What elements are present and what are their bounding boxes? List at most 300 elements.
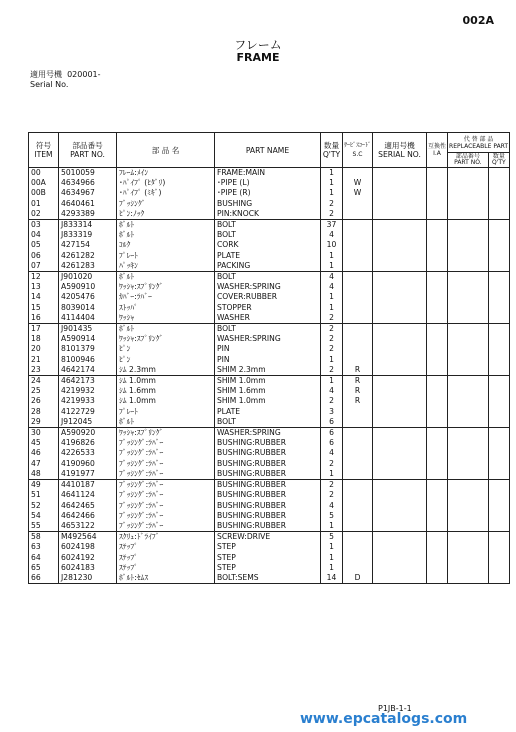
interchangeability [427, 438, 448, 448]
interchangeability [427, 199, 448, 209]
table-row [29, 251, 510, 261]
serial-no [373, 282, 427, 292]
qty: 4 [321, 272, 343, 283]
qty: 1 [321, 542, 343, 552]
qty: 4 [321, 230, 343, 240]
table-row [29, 168, 510, 179]
item-no: 64 [29, 553, 59, 563]
part-name-en: BUSHING:RUBBER [215, 511, 321, 521]
part-no: J901020 [59, 272, 117, 283]
service-code: W [343, 188, 373, 198]
repl-qty [488, 272, 509, 283]
table-row [29, 511, 510, 521]
interchangeability [427, 251, 448, 261]
item-no: 23 [29, 365, 59, 376]
table-row [29, 199, 510, 209]
qty: 2 [321, 490, 343, 500]
table-row [29, 355, 510, 365]
serial-no [373, 303, 427, 313]
repl-part-no [448, 448, 489, 458]
qty: 2 [321, 199, 343, 209]
part-no: 4219932 [59, 386, 117, 396]
service-code [343, 324, 373, 335]
repl-qty [488, 438, 509, 448]
repl-qty [488, 563, 509, 573]
table-row [29, 490, 510, 500]
interchangeability [427, 448, 448, 458]
interchangeability [427, 230, 448, 240]
part-no: 4191977 [59, 469, 117, 480]
part-name-en: BUSHING [215, 199, 321, 209]
table-row [29, 386, 510, 396]
service-code [343, 303, 373, 313]
service-code [343, 251, 373, 261]
serial-no [373, 313, 427, 324]
service-code: R [343, 376, 373, 387]
part-name-jp: ﾋﾟﾝ:ﾉｯｸ [117, 209, 215, 220]
table-row [29, 303, 510, 313]
part-no: 4642174 [59, 365, 117, 376]
qty: 10 [321, 240, 343, 250]
interchangeability [427, 553, 448, 563]
interchangeability [427, 240, 448, 250]
part-name-jp: ﾌﾞｯｼﾝｸﾞ:ﾗﾊﾞｰ [117, 511, 215, 521]
part-name-jp: ･ﾊﾟｲﾌﾟ (ﾐｷﾞ) [117, 188, 215, 198]
part-name-en: BUSHING:RUBBER [215, 459, 321, 469]
repl-part-no [448, 511, 489, 521]
part-name-en: WASHER:SPRING [215, 428, 321, 439]
serial-no [373, 469, 427, 480]
qty: 4 [321, 501, 343, 511]
part-name-jp: ﾌﾞｯｼﾝｸﾞ [117, 199, 215, 209]
serial-no [373, 563, 427, 573]
qty: 1 [321, 168, 343, 179]
item-no: 51 [29, 490, 59, 500]
service-code: D [343, 573, 373, 584]
part-no: 4226533 [59, 448, 117, 458]
part-no: 4190960 [59, 459, 117, 469]
part-name-jp: ｺﾙｸ [117, 240, 215, 250]
service-code: R [343, 396, 373, 406]
service-code [343, 209, 373, 220]
table-row [29, 344, 510, 354]
repl-part-no [448, 334, 489, 344]
item-no: 01 [29, 199, 59, 209]
item-no: 30 [29, 428, 59, 439]
table-row [29, 521, 510, 532]
table-row [29, 272, 510, 283]
part-no: J281230 [59, 573, 117, 584]
item-no: 58 [29, 532, 59, 543]
part-name-jp: ｽﾄｯﾊﾟ [117, 303, 215, 313]
part-name-jp: ﾌﾞｯｼﾝｸﾞ:ﾗﾊﾞｰ [117, 459, 215, 469]
part-name-en: STEP [215, 542, 321, 552]
repl-qty [488, 344, 509, 354]
part-name-jp: ﾎﾞﾙﾄ [117, 230, 215, 240]
serial-info [30, 70, 101, 90]
service-code [343, 168, 373, 179]
part-no: J833319 [59, 230, 117, 240]
item-no: 05 [29, 240, 59, 250]
item-no: 13 [29, 282, 59, 292]
service-code [343, 355, 373, 365]
qty: 1 [321, 261, 343, 272]
service-code [343, 417, 373, 428]
interchangeability [427, 261, 448, 272]
interchangeability [427, 292, 448, 302]
table-row [29, 553, 510, 563]
part-no: 4634966 [59, 178, 117, 188]
serial-no [373, 480, 427, 491]
serial-no [373, 521, 427, 532]
part-name-en: BUSHING:RUBBER [215, 469, 321, 480]
serial-no [373, 490, 427, 500]
header-repl-part: 部品番号 PART NO. [448, 153, 489, 168]
part-no: 4640461 [59, 199, 117, 209]
interchangeability [427, 407, 448, 417]
repl-qty [488, 282, 509, 292]
part-name-jp: ﾎﾞﾙﾄ [117, 272, 215, 283]
repl-qty [488, 532, 509, 543]
repl-qty [488, 511, 509, 521]
part-name-en: BUSHING:RUBBER [215, 521, 321, 532]
table-row [29, 334, 510, 344]
serial-no [373, 292, 427, 302]
part-no: 4205476 [59, 292, 117, 302]
table-row [29, 282, 510, 292]
repl-qty [488, 553, 509, 563]
service-code [343, 344, 373, 354]
repl-part-no [448, 532, 489, 543]
service-code [343, 230, 373, 240]
qty: 1 [321, 303, 343, 313]
part-name-en: STEP [215, 553, 321, 563]
part-no: J833314 [59, 220, 117, 231]
serial-no [373, 553, 427, 563]
interchangeability [427, 480, 448, 491]
part-no: 4293389 [59, 209, 117, 220]
table-row [29, 209, 510, 220]
serial-no [373, 448, 427, 458]
item-no: 16 [29, 313, 59, 324]
interchangeability [427, 324, 448, 335]
table-row [29, 438, 510, 448]
interchangeability [427, 209, 448, 220]
item-no: 54 [29, 511, 59, 521]
repl-part-no [448, 428, 489, 439]
table-row [29, 376, 510, 387]
service-code [343, 542, 373, 552]
interchangeability [427, 272, 448, 283]
repl-part-no [448, 480, 489, 491]
repl-part-no [448, 563, 489, 573]
part-no: A590914 [59, 334, 117, 344]
item-no: 47 [29, 459, 59, 469]
part-name-en: ･PIPE (R) [215, 188, 321, 198]
table-row [29, 469, 510, 480]
repl-part-no [448, 501, 489, 511]
item-no: 12 [29, 272, 59, 283]
service-code [343, 261, 373, 272]
serial-no [373, 178, 427, 188]
service-code [343, 511, 373, 521]
interchangeability [427, 355, 448, 365]
repl-part-no [448, 365, 489, 376]
repl-part-no [448, 417, 489, 428]
repl-part-no [448, 220, 489, 231]
table-row [29, 532, 510, 543]
part-name-jp: ｼﾑ 2.3mm [117, 365, 215, 376]
part-name-en: WASHER [215, 313, 321, 324]
part-name-jp: ﾜｯｼｬ [117, 313, 215, 324]
interchangeability [427, 428, 448, 439]
part-name-jp: ｽﾃｯﾌﾟ [117, 553, 215, 563]
header-part-no: 部品番号 PART NO. [59, 133, 117, 168]
qty: 4 [321, 282, 343, 292]
service-code [343, 428, 373, 439]
title-japanese: フレーム [234, 38, 282, 52]
part-no: 4641124 [59, 490, 117, 500]
repl-part-no [448, 282, 489, 292]
item-no: 00B [29, 188, 59, 198]
part-name-en: BUSHING:RUBBER [215, 501, 321, 511]
repl-part-no [448, 469, 489, 480]
part-name-jp: ﾌﾞｯｼﾝｸﾞ:ﾗﾊﾞｰ [117, 490, 215, 500]
interchangeability [427, 178, 448, 188]
qty: 1 [321, 251, 343, 261]
part-name-en: BOLT [215, 230, 321, 240]
service-code [343, 220, 373, 231]
table-row [29, 407, 510, 417]
repl-qty [488, 386, 509, 396]
qty: 2 [321, 209, 343, 220]
item-no: 06 [29, 251, 59, 261]
item-no: 28 [29, 407, 59, 417]
item-no: 04 [29, 230, 59, 240]
part-name-en: BOLT [215, 220, 321, 231]
service-code: W [343, 178, 373, 188]
part-name-jp: ﾋﾟﾝ [117, 355, 215, 365]
interchangeability [427, 563, 448, 573]
interchangeability [427, 168, 448, 179]
part-name-en: BUSHING:RUBBER [215, 438, 321, 448]
part-name-jp: ﾌﾞｯｼﾝｸﾞ:ﾗﾊﾞｰ [117, 448, 215, 458]
repl-part-no [448, 251, 489, 261]
serial-no [373, 251, 427, 261]
part-no: 4634967 [59, 188, 117, 198]
service-code [343, 199, 373, 209]
item-no: 26 [29, 396, 59, 406]
interchangeability [427, 469, 448, 480]
repl-qty [488, 573, 509, 584]
qty: 2 [321, 480, 343, 491]
table-row [29, 230, 510, 240]
part-name-jp: ﾌﾞｯｼﾝｸﾞ:ﾗﾊﾞｰ [117, 501, 215, 511]
service-code: R [343, 365, 373, 376]
page-code: 002A [462, 14, 494, 27]
serial-no [373, 386, 427, 396]
item-no: 00 [29, 168, 59, 179]
item-no: 63 [29, 542, 59, 552]
repl-part-no [448, 313, 489, 324]
part-name-jp: ﾜｯｼｬ:ｽﾌﾟﾘﾝｸﾞ [117, 282, 215, 292]
service-code [343, 240, 373, 250]
part-name-en: CORK [215, 240, 321, 250]
serial-no [373, 542, 427, 552]
repl-qty [488, 230, 509, 240]
footer-code: P1JB-1-1 [378, 704, 412, 713]
item-no: 45 [29, 438, 59, 448]
repl-qty [488, 178, 509, 188]
item-no: 14 [29, 292, 59, 302]
repl-qty [488, 199, 509, 209]
service-code [343, 553, 373, 563]
interchangeability [427, 188, 448, 198]
part-name-en: SCREW:DRIVE [215, 532, 321, 543]
repl-part-no [448, 199, 489, 209]
qty: 5 [321, 511, 343, 521]
part-name-en: SHIM 1.0mm [215, 396, 321, 406]
item-no: 17 [29, 324, 59, 335]
serial-no [373, 428, 427, 439]
part-name-jp: ｼﾑ 1.0mm [117, 376, 215, 387]
service-code [343, 459, 373, 469]
interchangeability [427, 396, 448, 406]
qty: 4 [321, 386, 343, 396]
serial-no [373, 438, 427, 448]
repl-part-no [448, 303, 489, 313]
interchangeability [427, 521, 448, 532]
item-no: 29 [29, 417, 59, 428]
table-row [29, 292, 510, 302]
qty: 1 [321, 355, 343, 365]
item-no: 55 [29, 521, 59, 532]
repl-qty [488, 417, 509, 428]
item-no: 65 [29, 563, 59, 573]
service-code [343, 448, 373, 458]
repl-qty [488, 480, 509, 491]
service-code [343, 407, 373, 417]
repl-qty [488, 542, 509, 552]
repl-part-no [448, 376, 489, 387]
serial-no [373, 188, 427, 198]
table-row [29, 542, 510, 552]
repl-qty [488, 469, 509, 480]
serial-no [373, 334, 427, 344]
part-name-en: BUSHING:RUBBER [215, 480, 321, 491]
qty: 2 [321, 313, 343, 324]
repl-part-no [448, 573, 489, 584]
serial-value: 020001- [67, 70, 101, 79]
interchangeability [427, 220, 448, 231]
serial-no [373, 261, 427, 272]
table-row [29, 261, 510, 272]
table-row [29, 313, 510, 324]
part-name-jp: ﾌﾞｯｼﾝｸﾞ:ﾗﾊﾞｰ [117, 438, 215, 448]
qty: 3 [321, 407, 343, 417]
repl-qty [488, 261, 509, 272]
part-no: A590910 [59, 282, 117, 292]
qty: 1 [321, 553, 343, 563]
serial-no [373, 532, 427, 543]
repl-qty [488, 251, 509, 261]
serial-no [373, 459, 427, 469]
repl-part-no [448, 240, 489, 250]
part-no: 4219933 [59, 396, 117, 406]
header-repl-qty: 数量 Q'TY [488, 153, 509, 168]
repl-qty [488, 313, 509, 324]
serial-no [373, 511, 427, 521]
table-row [29, 480, 510, 491]
repl-qty [488, 490, 509, 500]
table-row [29, 220, 510, 231]
part-name-jp: ﾎﾞﾙﾄ [117, 417, 215, 428]
item-no: 00A [29, 178, 59, 188]
serial-no [373, 324, 427, 335]
part-no: 427154 [59, 240, 117, 250]
service-code [343, 272, 373, 283]
repl-qty [488, 459, 509, 469]
part-no: 4653122 [59, 521, 117, 532]
qty: 2 [321, 459, 343, 469]
part-name-en: PLATE [215, 251, 321, 261]
item-no: 25 [29, 386, 59, 396]
repl-part-no [448, 553, 489, 563]
table-row [29, 448, 510, 458]
part-name-en: COVER:RUBBER [215, 292, 321, 302]
part-name-jp: ｽﾃｯﾌﾟ [117, 542, 215, 552]
qty: 2 [321, 334, 343, 344]
qty: 6 [321, 438, 343, 448]
interchangeability [427, 386, 448, 396]
repl-qty [488, 396, 509, 406]
part-name-en: PACKING [215, 261, 321, 272]
serial-label-en: Serial No. [30, 80, 69, 89]
item-no: 18 [29, 334, 59, 344]
repl-qty [488, 240, 509, 250]
interchangeability [427, 376, 448, 387]
repl-part-no [448, 355, 489, 365]
qty: 1 [321, 292, 343, 302]
repl-part-no [448, 230, 489, 240]
table-row [29, 324, 510, 335]
part-name-jp: ﾌﾚｰﾑ:ﾒｲﾝ [117, 168, 215, 179]
qty: 2 [321, 396, 343, 406]
part-no: A590920 [59, 428, 117, 439]
part-no: 8100946 [59, 355, 117, 365]
service-code [343, 501, 373, 511]
qty: 1 [321, 178, 343, 188]
interchangeability [427, 282, 448, 292]
repl-qty [488, 324, 509, 335]
interchangeability [427, 417, 448, 428]
item-no: 24 [29, 376, 59, 387]
part-no: 4261283 [59, 261, 117, 272]
header-qty: 数量 Q'TY [321, 133, 343, 168]
table-row [29, 365, 510, 376]
part-name-jp: ﾊﾟｯｷﾝ [117, 261, 215, 272]
part-name-en: BUSHING:RUBBER [215, 448, 321, 458]
service-code [343, 480, 373, 491]
interchangeability [427, 365, 448, 376]
service-code [343, 313, 373, 324]
interchangeability [427, 501, 448, 511]
part-name-jp: ﾎﾞﾙﾄ:ｾﾑｽ [117, 573, 215, 584]
repl-part-no [448, 459, 489, 469]
interchangeability [427, 344, 448, 354]
part-no: 4261282 [59, 251, 117, 261]
repl-qty [488, 168, 509, 179]
